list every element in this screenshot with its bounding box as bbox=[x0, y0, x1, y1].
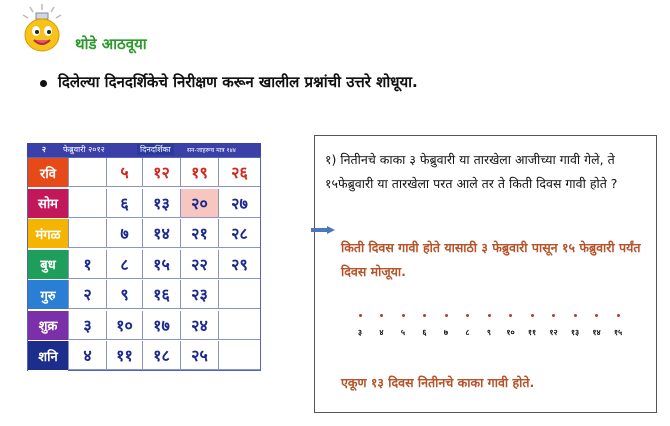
calendar-date-cell bbox=[68, 189, 106, 218]
weekday-label: मंगळ bbox=[28, 219, 68, 249]
count-dot bbox=[380, 314, 383, 317]
calendar-date-cell: १४ bbox=[142, 219, 180, 248]
calendar-date-cell: १ bbox=[68, 250, 106, 279]
count-mark bbox=[373, 314, 391, 338]
count-number: ९ bbox=[486, 328, 492, 337]
calendar-date-cell: २१ bbox=[180, 219, 218, 248]
weekday-label: गुरु bbox=[28, 280, 68, 310]
calendar-row bbox=[28, 250, 260, 280]
calendar-date-cell: ७ bbox=[106, 219, 142, 248]
count-dot bbox=[359, 314, 362, 317]
calendar-row bbox=[28, 158, 260, 188]
hint-text: किती दिवस गावी होते यासाठी ३ फेब्रुवारी पासून १५ फेब्रुवारी पर्यंत दिवस मोजूया. bbox=[341, 240, 641, 279]
count-number: १५ bbox=[613, 328, 623, 337]
count-mark bbox=[523, 314, 541, 338]
calendar-date-cell: २ bbox=[68, 280, 106, 309]
weekday-label: शनि bbox=[28, 341, 68, 371]
count-mark bbox=[394, 314, 412, 338]
calendar-date-cell: ५ bbox=[106, 158, 142, 187]
count-dot bbox=[423, 314, 426, 317]
calendar-date-cell: १० bbox=[106, 311, 142, 340]
count-number: ५ bbox=[400, 328, 406, 337]
weekday-label: बुध bbox=[28, 250, 68, 280]
count-number: ६ bbox=[422, 328, 427, 337]
arrow-icon bbox=[311, 226, 335, 234]
count-dot bbox=[552, 314, 555, 317]
section-title: थोडे आठवूया bbox=[75, 35, 147, 53]
calendar-month-name: फेब्रुवारी २०१२ bbox=[63, 145, 105, 154]
weekday-label: रवि bbox=[28, 158, 68, 188]
count-mark bbox=[545, 314, 563, 338]
count-number: १० bbox=[506, 328, 515, 337]
count-dot bbox=[509, 314, 512, 317]
calendar-date-cell bbox=[218, 341, 260, 370]
calendar-date-cell: ८ bbox=[106, 250, 142, 279]
count-mark bbox=[416, 314, 434, 338]
calendar-header bbox=[27, 143, 261, 157]
calendar-small-text: सन-जाहरूच मात्र १४४ bbox=[187, 147, 236, 154]
calendar-date-cell: १३ bbox=[142, 189, 180, 218]
calendar-date-cell: १५ bbox=[142, 250, 180, 279]
calendar-row bbox=[28, 341, 260, 371]
calendar-date-cell: २३ bbox=[180, 280, 218, 309]
weekday-label: सोम bbox=[28, 189, 68, 219]
count-mark bbox=[459, 314, 477, 338]
count-mark bbox=[351, 314, 369, 338]
count-number: १३ bbox=[570, 328, 580, 337]
calendar-date-cell: २९ bbox=[218, 250, 260, 279]
calendar-date-cell: ६ bbox=[106, 189, 142, 218]
calendar-date-cell: १६ bbox=[142, 280, 180, 309]
calendar-date-cell: २४ bbox=[180, 311, 218, 340]
calendar-date-cell: २६ bbox=[218, 158, 260, 187]
calendar-date-cell bbox=[218, 311, 260, 340]
calendar-row bbox=[28, 189, 260, 219]
count-number: ७ bbox=[443, 328, 449, 337]
count-dot bbox=[402, 314, 405, 317]
count-dot bbox=[445, 314, 448, 317]
calendar-row bbox=[28, 280, 260, 310]
count-number: १२ bbox=[549, 328, 558, 337]
calendar-date-cell: १२ bbox=[142, 158, 180, 187]
calendar bbox=[27, 143, 261, 371]
count-mark bbox=[588, 314, 606, 338]
calendar-date-cell: ३ bbox=[68, 311, 106, 340]
instruction-text: दिलेल्या दिनदर्शिकेचे निरीक्षण करून खालील प्रश्नांची उत्तरे शोधूया. bbox=[58, 73, 418, 91]
count-dot bbox=[617, 314, 620, 317]
calendar-date-cell bbox=[68, 158, 106, 187]
calendar-date-cell: ९ bbox=[106, 280, 142, 309]
count-number: ३ bbox=[357, 328, 363, 337]
count-number: ८ bbox=[465, 328, 470, 337]
calendar-date-cell: २७ bbox=[218, 189, 260, 218]
calendar-date-cell: ४ bbox=[68, 341, 106, 370]
calendar-row bbox=[28, 219, 260, 249]
calendar-label: दिनदर्शिका bbox=[137, 144, 174, 155]
calendar-row bbox=[28, 311, 260, 341]
calendar-date-cell: १८ bbox=[142, 341, 180, 370]
calendar-grid bbox=[27, 157, 261, 371]
calendar-month-number: २ bbox=[41, 145, 47, 154]
count-mark bbox=[502, 314, 520, 338]
smiley-bulb-icon bbox=[8, 2, 70, 56]
count-dot bbox=[595, 314, 598, 317]
calendar-date-cell: २२ bbox=[180, 250, 218, 279]
problem-box bbox=[314, 135, 657, 413]
count-number: १४ bbox=[592, 328, 601, 337]
count-mark bbox=[566, 314, 584, 338]
count-dot bbox=[574, 314, 577, 317]
count-number: ११ bbox=[527, 328, 537, 337]
total-answer: एकूण १३ दिवस नितीनचे काका गावी होते. bbox=[341, 375, 535, 390]
bullet-dot bbox=[40, 80, 47, 87]
count-mark bbox=[480, 314, 498, 338]
count-mark bbox=[609, 314, 627, 338]
calendar-date-cell: ११ bbox=[106, 341, 142, 370]
count-number: ४ bbox=[379, 328, 384, 337]
question-text: १) नितीनचे काका ३ फेब्रुवारी या तारखेला आजीच्या गावी गेले, ते १५फेब्रुवारी या तारखेला परत आले तर ते किती दिवस गावी होते ? bbox=[325, 152, 618, 191]
calendar-date-cell: २८ bbox=[218, 219, 260, 248]
calendar-date-cell: २० bbox=[180, 189, 218, 218]
calendar-date-cell bbox=[68, 219, 106, 248]
weekday-label: शुक्र bbox=[28, 311, 68, 341]
count-mark bbox=[437, 314, 455, 338]
count-dot bbox=[488, 314, 491, 317]
calendar-date-cell: १९ bbox=[180, 158, 218, 187]
count-dot bbox=[531, 314, 534, 317]
count-dot bbox=[466, 314, 469, 317]
calendar-date-cell: २५ bbox=[180, 341, 218, 370]
calendar-date-cell: १७ bbox=[142, 311, 180, 340]
calendar-date-cell bbox=[218, 280, 260, 309]
counting-dots bbox=[351, 314, 631, 344]
